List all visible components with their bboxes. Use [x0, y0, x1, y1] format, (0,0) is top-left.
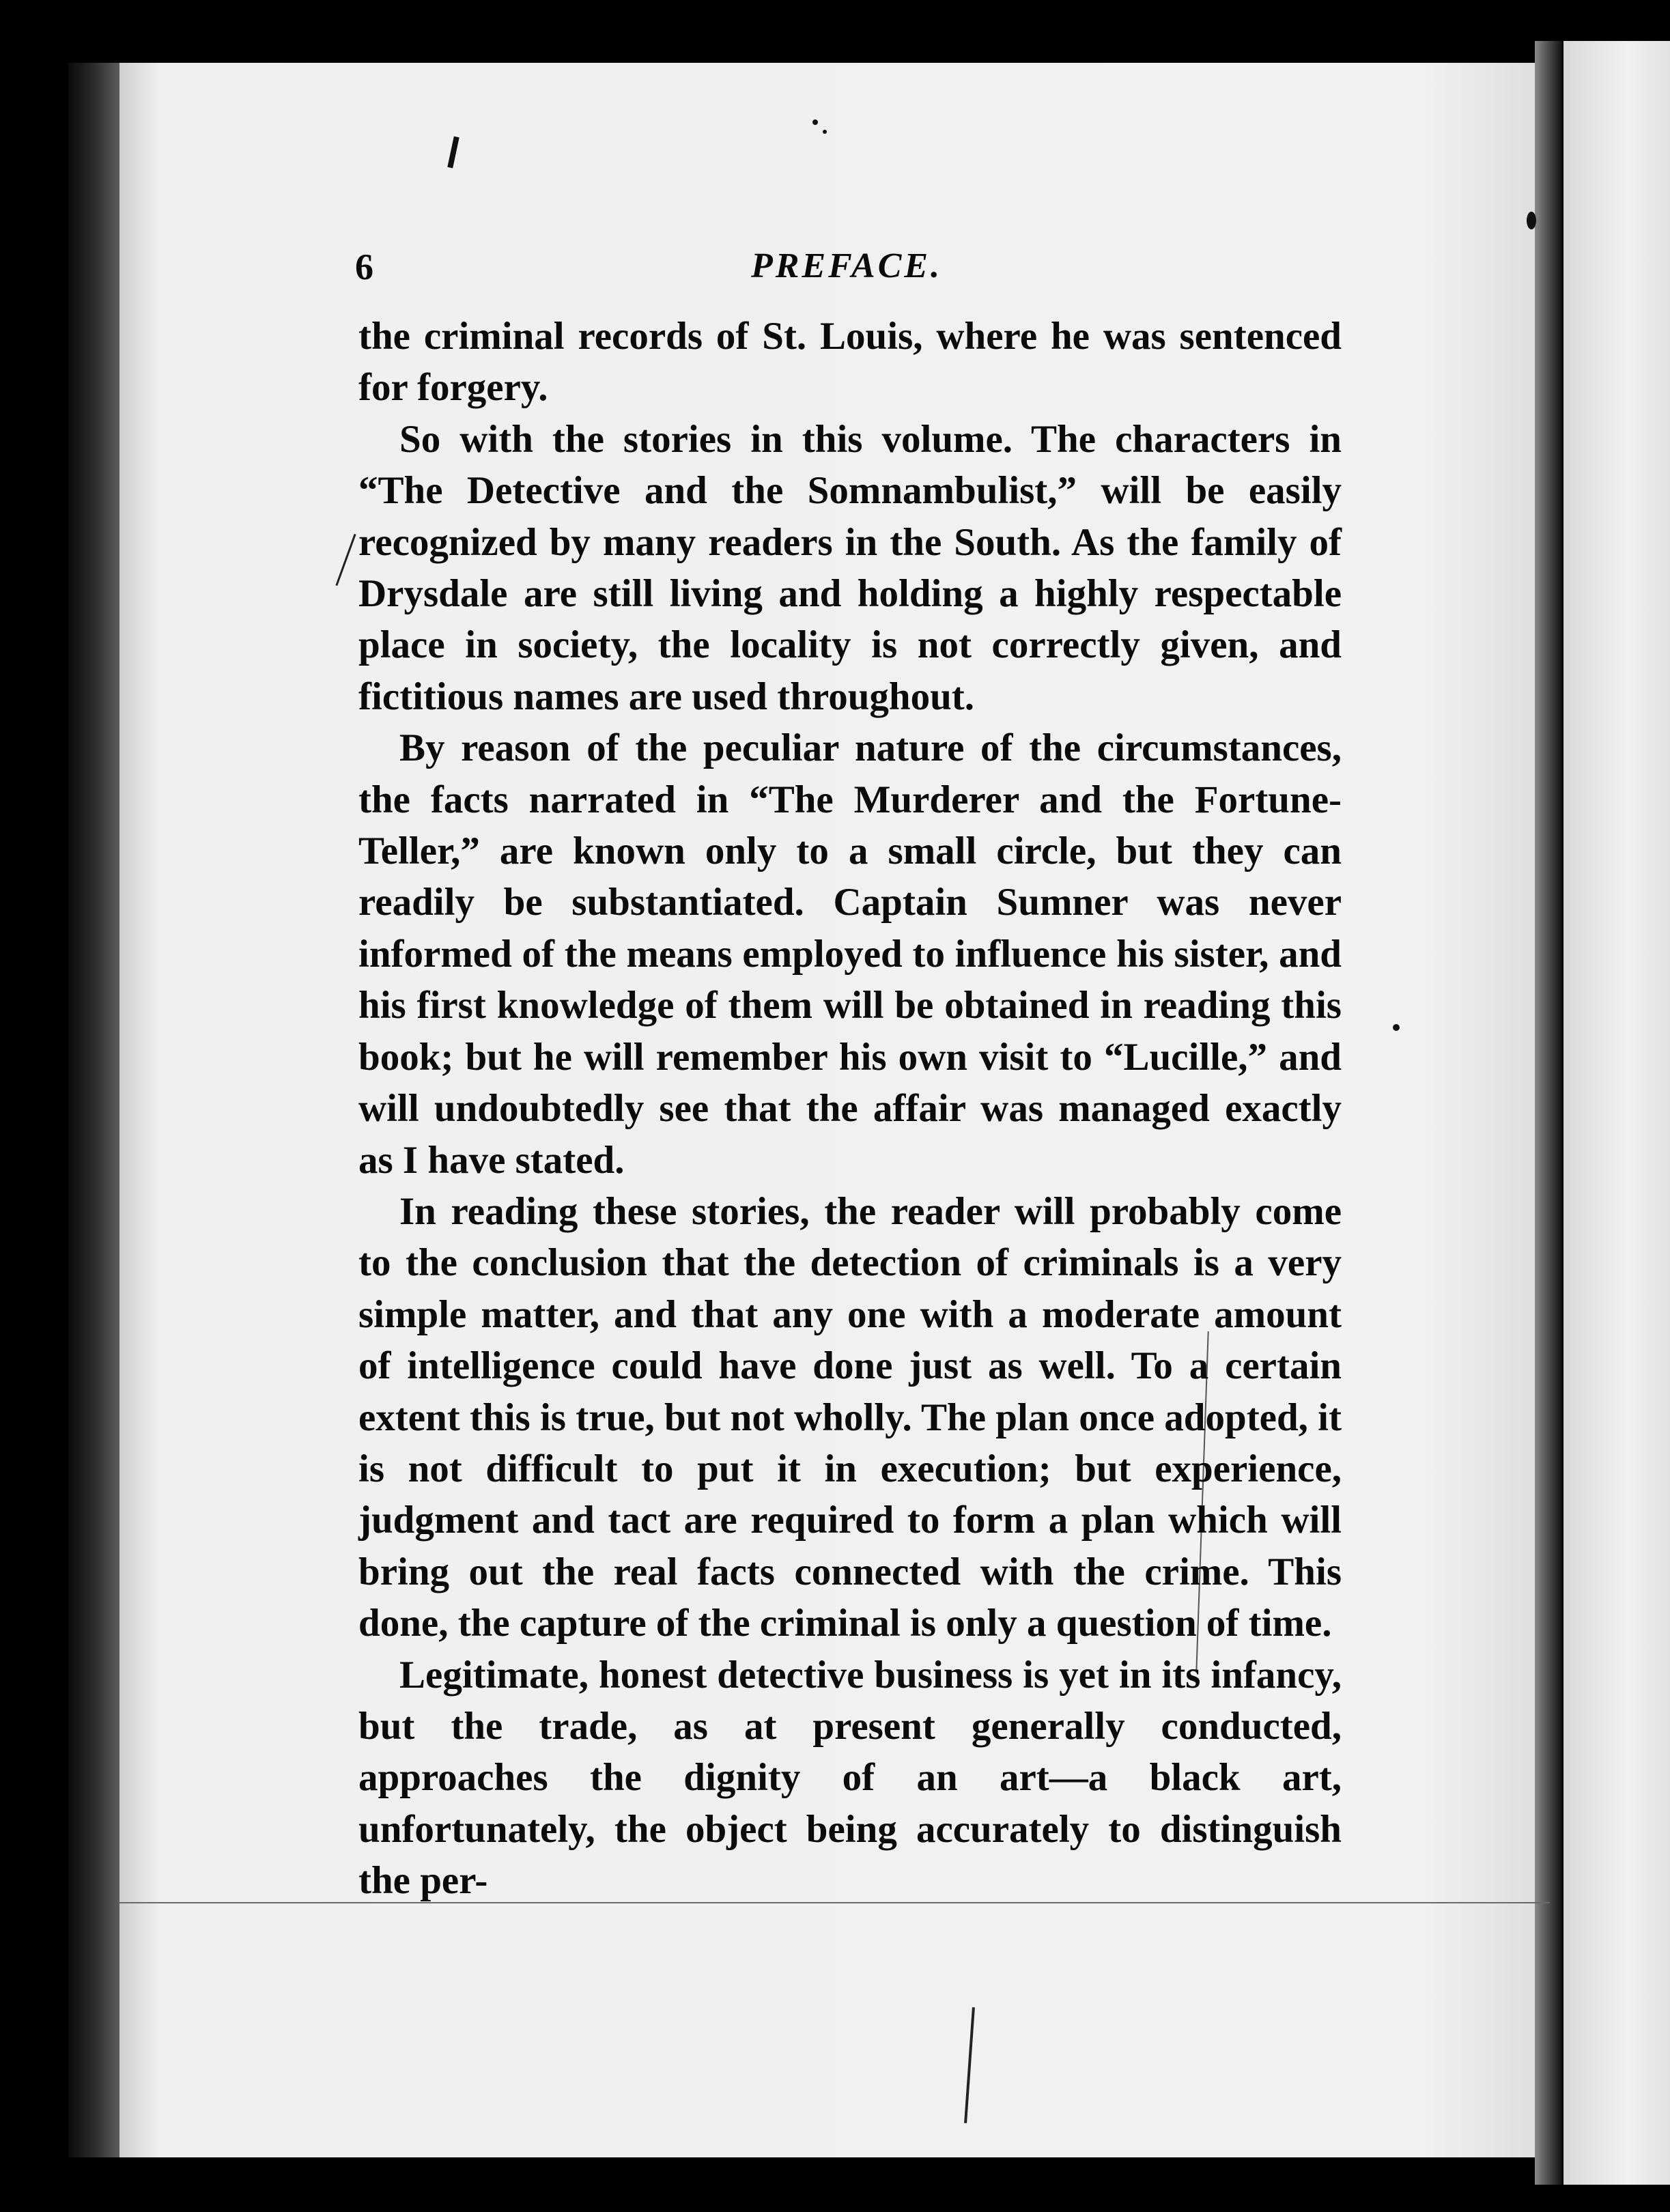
page-header — [355, 246, 1345, 287]
stray-mark — [1393, 1024, 1400, 1031]
stray-mark — [1527, 212, 1536, 229]
paragraph-continued: the criminal records of St. Louis, where he was sentenced for forgery. — [358, 315, 1342, 410]
adjacent-page-edge — [1563, 41, 1670, 2185]
stray-mark — [823, 130, 827, 134]
paragraph: Legitimate, honest detective business is yet in its infancy, but the trade, as at present generally conducted, approaches the dignity of an art—a black art, unfortunately, the object being accurately to distinguish the per- — [358, 1653, 1342, 1903]
stray-mark — [812, 119, 818, 125]
body-text — [358, 311, 1342, 1907]
page-number: 6 — [355, 246, 373, 287]
page-edge-shadow — [1535, 41, 1562, 2185]
running-head: PREFACE. — [751, 246, 943, 285]
paragraph: So with the stories in this volume. The characters in “The Detective and the Somnambulist,” will be easily recognized by many readers in the South. As the family of Drysdale are still living and holding a highly respectable place in society, the locality is not correctly given, and fictitious names are used throughout. — [358, 417, 1342, 718]
paragraph: In reading these stories, the reader will probably come to the conclusion that the detection of criminals is a very simple matter, and that any one with a moderate amount of intelligence could have done just as well. To a certain extent this is true, but not wholly. The plan once adopted, it is not difficult to put it in execution; but experience, judgment and tact are required to form a plan which will bring out the real facts connected with the crime. This done, the capture of the criminal is only a question of time. — [358, 1189, 1342, 1645]
paragraph: By reason of the peculiar nature of the circumstances, the facts narrated in “The Murderer and the Fortune-Teller,” are known only to a small circle, but they can readily be substantiated. Captain Sumner was never informed of the means employed to influence his sister, and his first knowledge of them will be obtained in reading this book; but he will remember his own visit to “Lucille,” and will undoubtedly see that the affair was managed exactly as I have stated. — [358, 726, 1342, 1182]
